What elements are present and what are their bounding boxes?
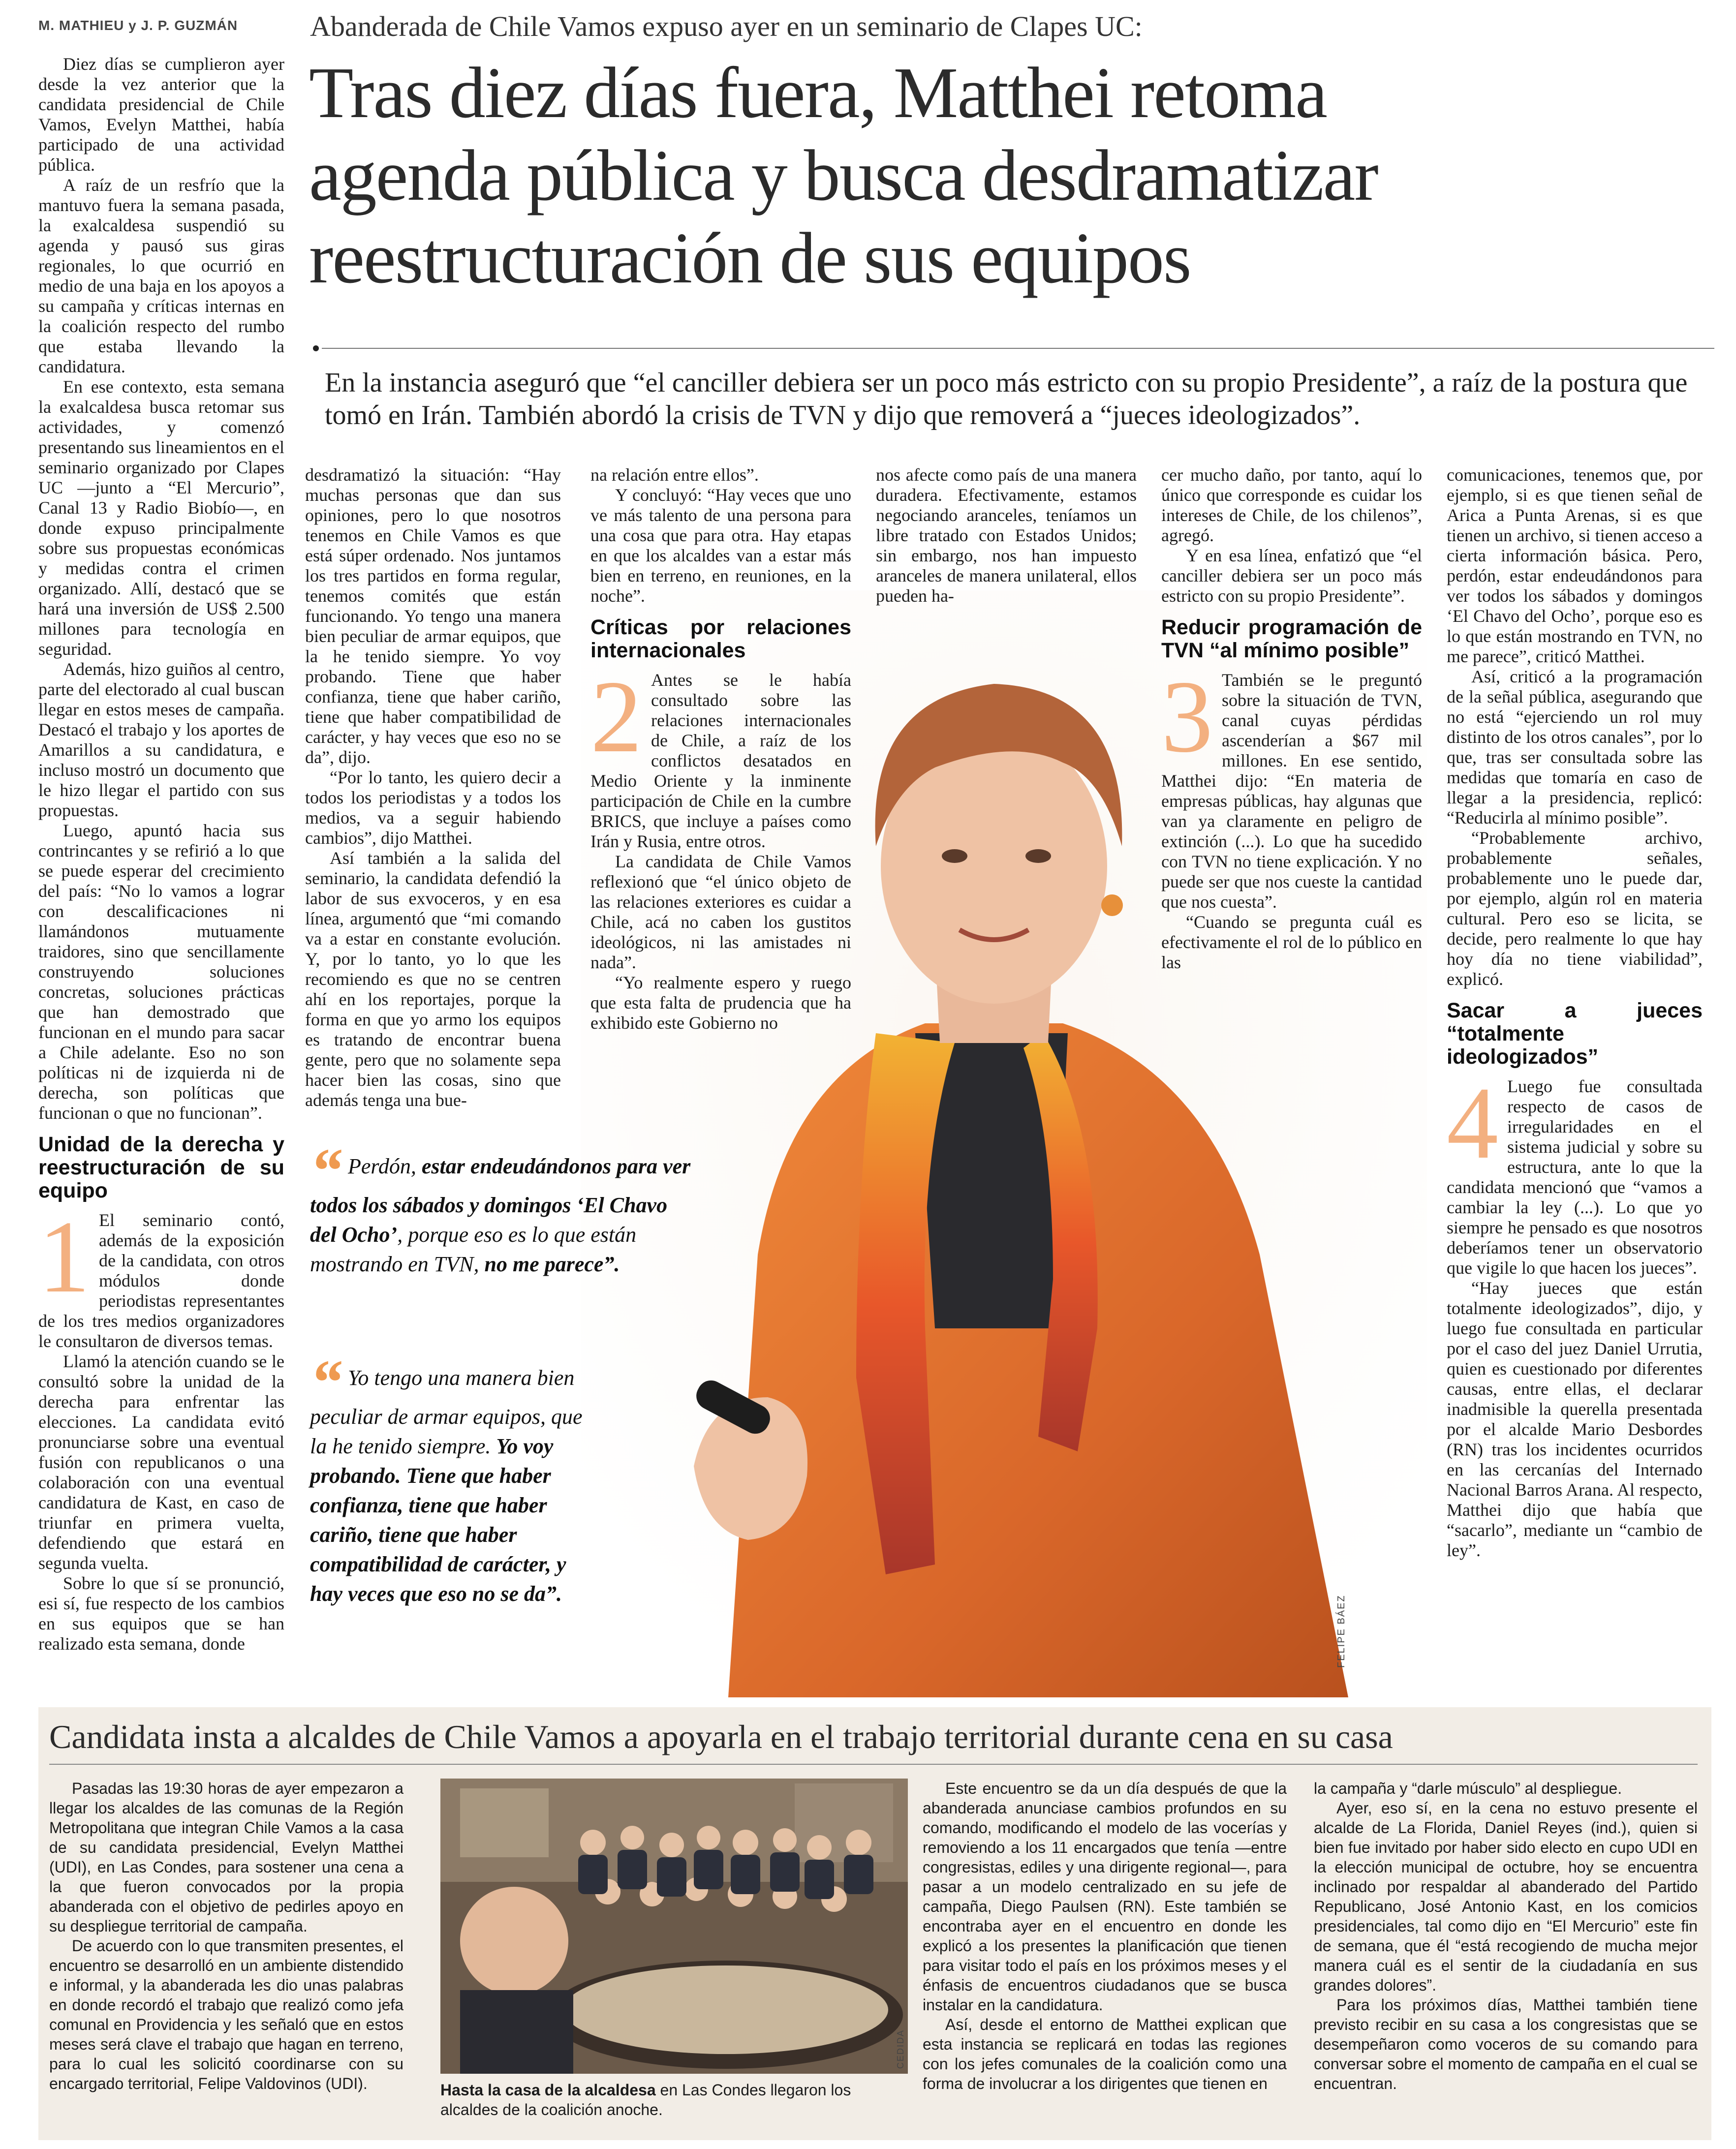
col5-paragraph: cer mucho daño, por tanto, aquí lo único que corresponde es cuidar los intereses de Chile, de los chilenos”, agregó. [1161, 465, 1422, 545]
col6-paragraph: comunicaciones, tenemos que, por ejemplo, si es que tienen señal de Arica a Punta Arenas, si es que tienen un archivo, si tienen acceso a cierta información básica. Pero, perdón, estar endeudándonos para ver todos los sábados y domingos ‘El Chavo del Ocho’, porque eso es lo que están mostrando en TVN, no me parece”, criticó Matthei. [1447, 465, 1703, 666]
headline-line-3: reestructuración de sus equipos [309, 218, 1191, 299]
col5-paragraph [1161, 660, 1422, 912]
box-paragraph: Pasadas las 19:30 horas de ayer empezaron a llegar los alcaldes de las comunas de la Región Metropolitana que integran Chile Vamos a la casa de su candidata presidencial, Evelyn Matthei (UDI), en Las Condes, para sostener una cena a la que fueron convocados por la propia abanderada con el objetivo de pedirles apoyo en su despliegue territorial de campaña. [49, 1780, 403, 1935]
col6-text: Luego fue consultada respecto de casos de irregularidades en el sistema judicial y sobre su estructura, ante lo que la candidata mencionó que “vamos a cambiar la ley (...). Lo que yo siempre he pensado es que nosotros deberíamos tener un observatorio que vigile lo que hacen los jueces”. [1447, 1076, 1703, 1278]
quote-mark-icon: “ [310, 1136, 342, 1206]
col5-paragraph: Y en esa línea, enfatizó que “el canciller debiera ser un poco más estricto con su propio Presidente”. [1161, 546, 1422, 606]
box-paragraph: la campaña y “darle músculo” al despliegue. [1314, 1780, 1622, 1797]
headline-rule [322, 348, 1714, 349]
deck: En la instancia aseguró que “el canciller debiera ser un poco más estricto con su propio Presidente”, a raíz de la postura que tomó en Irán. También abordó la crisis de TVN y dijo que removerá a “jueces ideologizados”. [325, 368, 1688, 430]
kicker: Abanderada de Chile Vamos expuso ayer en un seminario de Clapes UC: [310, 10, 1143, 42]
box-title: Candidata insta a alcaldes de Chile Vamos a apoyarla en el trabajo territorial durante cena en su casa [49, 1718, 1393, 1755]
subhead-2: Críticas por relaciones internacionales [590, 615, 851, 662]
pull-quote-2: “ Yo tengo una manera bien peculiar de armar equipos, que la he tenido siempre. Yo voy probando. Tiene que haber confianza, tiene que haber cariño, tiene que haber compatibilidad de carácter, y hay veces que eso no se da”. [310, 1347, 583, 1606]
col1-paragraph: Diez días se cumplieron ayer desde la vez anterior que la candidata presidencial de Chile Vamos, Evelyn Matthei, había participado de una actividad pública. [38, 54, 284, 175]
col5-paragraph: “Cuando se pregunta cuál es efectivamente el rol de lo público en las [1161, 912, 1422, 972]
col3-paragraph [590, 660, 851, 852]
dinner-photo [440, 1779, 908, 2074]
drop-cap-1: 1 [38, 1200, 90, 1314]
box-paragraph: Para los próximos días, Matthei también tiene previsto recibir en su casa a los congresistas que se desempeñaron como voceros de su comando para conversar sobre el momento de campaña en el cual se encuentran. [1314, 1996, 1698, 2092]
column-5 [1161, 465, 1422, 973]
col1-paragraph: Sobre lo que sí se pronunció, esi sí, fue respecto de los cambios en sus equipos que se han realizado esta semana, donde [38, 1573, 284, 1654]
drop-cap-4: 4 [1447, 1066, 1498, 1180]
col6-paragraph: “Probablemente archivo, probablemente señales, probablemente uno le puede dar, por ejemplo, algún rol en materia cultural. Pero eso se licita, se decide, pero realmente lo que hay hoy día no tiene viabilidad”, explicó. [1447, 828, 1703, 989]
col3-paragraph: “Yo realmente espero y ruego que esta falta de prudencia que ha exhibido este Gobierno no [590, 973, 851, 1033]
column-2 [305, 465, 561, 1110]
box-column-4 [1314, 1779, 1698, 2093]
byline: M. MATHIEU y J. P. GUZMÁN [38, 18, 238, 33]
quote-mark-icon: “ [310, 1347, 342, 1418]
drop-cap-2: 2 [590, 660, 642, 774]
subhead-3: Reducir programación de TVN “al mínimo posible” [1161, 615, 1422, 662]
col1-paragraph [38, 1200, 284, 1351]
headline-line-2: agenda pública y busca desdramatizar [309, 135, 1378, 216]
col1-paragraph: Además, hizo guiños al centro, parte del electorado al cual buscan llegar en estos meses de campaña. Destacó el trabajo y los aportes de Amarillos a su candidatura, e incluso mostró un documento que le hizo llegar el partido con sus propuestas. [38, 659, 284, 820]
col5-text: También se le preguntó sobre la situación de TVN, canal cuyas pérdidas ascenderían a $67 mil millones. En ese sentido, Matthei dijo: “En materia de empresas públicas, hay algunas que van ya claramente en peligro de extinción (...). Lo que ha sucedido con TVN no tiene explicación. Y no puede ser que nos cueste la cantidad que nos cuesta”. [1161, 670, 1422, 912]
subhead-4: Sacar a jueces “totalmente ideologizados” [1447, 999, 1703, 1069]
drop-cap-3: 3 [1161, 660, 1213, 774]
box-paragraph: Ayer, eso sí, en la cena no estuvo presente el alcalde de La Florida, Daniel Reyes (ind.), quien si bien fue invitado por haber sido electo en cupo UDI en la elección municipal de octubre, hoy se encuentra inclinado por respaldar al abanderado del Partido Republicano, José Antonio Kast, en los comicios presidenciales, tal como dijo en “El Mercurio” este fin de semana, que él “está recogiendo de mucha mejor manera cuál es el sentir de la ciudadanía en sus grandes dolores”. [1314, 1799, 1698, 1994]
box-rule [49, 1764, 1698, 1765]
col2-paragraph: desdramatizó la situación: “Hay muchas personas que dan sus opiniones, pero lo que nosotros tenemos en Chile Vamos es que está súper ordenado. Nos juntamos los tres partidos en forma regular, tenemos comités que están funcionando. Yo tengo una manera bien peculiar de armar equipos, que la he tenido siempre. Yo voy probando. Tiene que haber confianza, tiene que haber cariño, tiene que haber compatibilidad de carácter, y hay veces que eso no se da”, dijo. [305, 465, 561, 767]
box-column-1 [49, 1779, 403, 2093]
dinner-photo-credit: CEDIDA [896, 2029, 905, 2069]
pull-quote-1: “ Perdón, estar endeudándonos para ver todos los sábados y domingos ‘El Chavo del Ocho’, porque eso es lo que están mostrando en TVN, no me parece”. [310, 1136, 691, 1276]
col1-paragraph: Luego, apuntó hacia sus contrincantes y se refirió a lo que se puede esperar del crecimiento del país: “No lo vamos a lograr con descalificaciones ni llamándonos mutuamente traidores, sino que sencillamente construyendo soluciones concretas, soluciones prácticas que han demostrado que funcionan en el mundo para sacar a Chile adelante. Eso no son políticas ni de izquierda ni de derecha, son políticas que funcionan o que no funcionan”. [38, 821, 284, 1123]
col6-paragraph [1447, 1066, 1703, 1278]
headline [309, 52, 1711, 300]
column-3 [590, 465, 851, 1033]
col6-paragraph: “Hay jueces que están totalmente ideologizados”, dijo, y luego fue consultada en particular por el caso del juez Daniel Urrutia, quien es cuestionado por diferentes causas, entre ellas, el declarar inadmisible la querella presentada por el alcalde Mario Desbordes (RN) tras los incidentes ocurridos en las cercanías del Internado Nacional Barros Arana. Al respecto, Matthei dijo que había que “sacarlo”, mediante un “cambio de ley”. [1447, 1278, 1703, 1560]
col1-paragraph: A raíz de un resfrío que la mantuvo fuera la semana pasada, la exalcaldesa suspendió su agenda y pausó sus giras regionales, lo que ocurrió en medio de una baja en los apoyos a su campaña y críticas internas en la coalición respecto del rumbo que estaba llevando la candidatura. [38, 175, 284, 376]
headline-line-1: Tras diez días fuera, Matthei retoma [309, 53, 1327, 133]
col1-paragraph: En ese contexto, esta semana la exalcaldesa busca retomar sus actividades, y comenzó presentando sus lineamientos en el seminario organizado por Clapes UC —junto a “El Mercurio”, Canal 13 y Radio Biobío—, en donde expuso principalmente sobre sus propuestas económicas y medidas contra el crimen organizado. Allí, destacó que se hará una inversión de US$ 2.500 millones para tecnología en seguridad. [38, 377, 284, 659]
col2-paragraph: Así también a la salida del seminario, la candidata defendió la labor de sus exvoceros, y en esa línea, argumentó que “mi comando va a estar en constante evolución. Y, por lo tanto, yo lo que les recomiendo es que no se centren ahí en los reportajes, porque la forma en que yo armo los equipos es tratando de encontrar buena gente, pero que no solamente sepa hacer bien las cosas, sino que además tenga una bue- [305, 848, 561, 1110]
photo-credit: FELIPE BÁEZ [1336, 1595, 1347, 1668]
box-paragraph: Este encuentro se da un día después de que la abanderada anunciase cambios profundos en su comando, modificando el modelo de las vocerías y removiendo a los 11 encargados que tenía —entre congresistas, ediles y una dirigente regional—, para pasar a un modelo centralizado en su jefe de campaña, Diego Paulsen (RN). Este también se encontraba ayer en el encuentro en donde les explicó a los presentes la planificación que tienen para visitar todo el país en los próximos meses y el énfasis de encuentros ciudadanos que se busca instalar en la candidatura. [923, 1780, 1287, 2014]
col1-text: El seminario contó, además de la exposición de la candidata, con otros módulos donde periodistas representantes de los tres medios organizadores le consultaron de diversos temas. [38, 1210, 284, 1351]
col1-paragraph: Llamó la atención cuando se le consultó sobre la unidad de la derecha para enfrentar las elecciones. La candidata evitó pronunciarse sobre una eventual fusión con republicanos o una colaboración con una eventual candidatura de Kast, en caso de triunfar en primera vuelta, defendiendo que estará en segunda vuelta. [38, 1351, 284, 1573]
column-1 [38, 54, 284, 1654]
column-4 [876, 465, 1137, 606]
box-paragraph: De acuerdo con lo que transmiten presentes, el encuentro se desarrolló en un ambiente distendido e informal, y la abanderada les dio unas palabras en donde recordó el trabajo que realizó como jefa comunal en Providencia y les señaló que en estos meses será clave el trabajo que hagan en terreno, para lo cual les solicitó coordinarse con su encargado territorial, Felipe Valdovinos (UDI). [49, 1937, 403, 2092]
column-6 [1447, 465, 1703, 1561]
col3-paragraph: Y concluyó: “Hay veces que uno ve más talento de una persona para una cosa que para otra. Hay etapas en que los alcaldes van a estar más bien en terreno, en reuniones, en la noche”. [590, 485, 851, 606]
subhead-1: Unidad de la derecha y reestructuración de su equipo [38, 1133, 284, 1202]
box-column-3 [923, 1779, 1287, 2093]
col4-paragraph: nos afecte como país de una manera duradera. Efectivamente, estamos negociando aranceles, teníamos un libre tratado con Estados Unidos; sin embargo, nos han impuesto aranceles de manera unilateral, ellos pueden ha- [876, 465, 1137, 606]
col3-text: Antes se le había consultado sobre las relaciones internacionales de Chile, a raíz de los conflictos desatados en Medio Oriente y la inminente participación de Chile en la cumbre BRICS, que incluye a países como Irán y Rusia, entre otros. [590, 670, 851, 851]
col3-paragraph: na relación entre ellos”. [590, 465, 759, 485]
col2-paragraph: “Por lo tanto, les quiero decir a todos los periodistas y a todos los medios, va a seguir habiendo cambios”, dijo Matthei. [305, 768, 561, 848]
col6-paragraph: Así, criticó a la programación de la señal pública, asegurando que no está “ejerciendo un rol muy distinto de los otros canales”, por lo que, tras ser consultada sobre las medidas que tomaría en caso de llegar a la presidencia, replicó: “Reducirla al mínimo posible”. [1447, 667, 1703, 828]
box-paragraph: Así, desde el entorno de Matthei explican que esta instancia se replicará en todas las regiones con los jefes comunales de la coalición como una forma de involucrar a los dirigentes que tienen en [923, 2016, 1287, 2092]
col3-paragraph: La candidata de Chile Vamos reflexionó que “el único objeto de las relaciones exteriores es cuidar a Chile, acá no caben los gustitos ideológicos, ni las amistades ni nada”. [590, 852, 851, 972]
headline-bullet [313, 345, 319, 351]
dinner-caption: Hasta la casa de la alcaldesa en Las Condes llegaron los alcaldes de la coalición anoche. [440, 2081, 851, 2118]
